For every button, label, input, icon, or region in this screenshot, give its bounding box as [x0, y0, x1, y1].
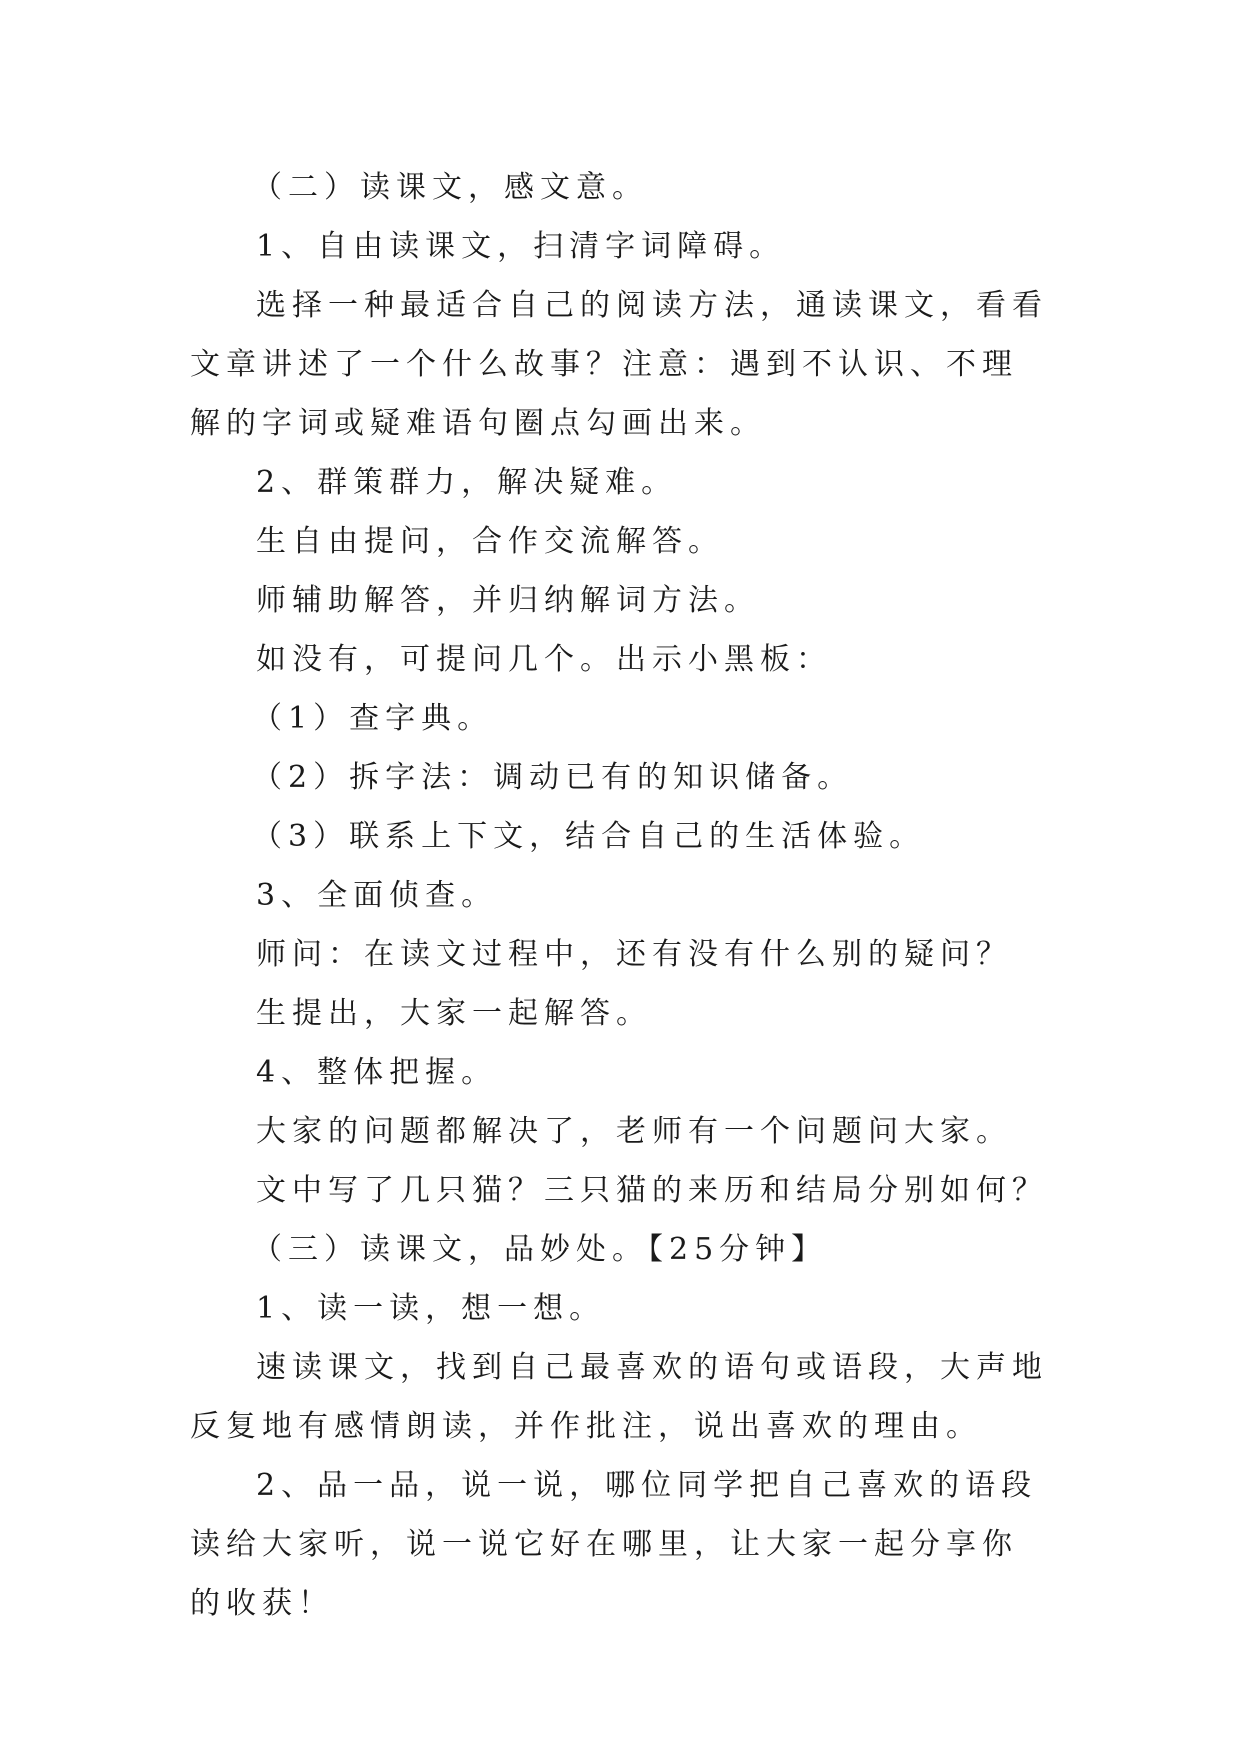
list-item: （2）拆字法：调动已有的知识储备。 — [252, 760, 854, 795]
paragraph: 4、整体把握。 — [256, 1055, 498, 1090]
paragraph: 生提出，大家一起解答。 — [256, 996, 652, 1031]
paragraph: 2、群策群力，解决疑难。 — [256, 465, 678, 500]
paragraph: 文中写了几只猫？三只猫的来历和结局分别如何？ — [256, 1173, 1048, 1208]
paragraph: 2、品一品，说一说，哪位同学把自己喜欢的语段读给大家听，说一说它好在哪里，让大家一起分享你的收获！ — [190, 1468, 1038, 1621]
section-heading: （二）读课文，感文意。 — [252, 170, 648, 205]
paragraph: 大家的问题都解决了，老师有一个问题问大家。 — [256, 1114, 1012, 1149]
paragraph: 速读课文，找到自己最喜欢的语句或语段，大声地反复地有感情朗读，并作批注，说出喜欢的理由。 — [190, 1350, 1048, 1444]
paragraph: 1、读一读，想一想。 — [256, 1291, 606, 1326]
section-heading: （三）读课文，品妙处。【25分钟】 — [252, 1232, 828, 1267]
paragraph: 3、全面侦查。 — [256, 878, 498, 913]
paragraph: 师辅助解答，并归纳解词方法。 — [256, 583, 760, 618]
list-item: （3）联系上下文，结合自己的生活体验。 — [252, 819, 926, 854]
list-item: （1）查字典。 — [252, 701, 494, 736]
document-body — [190, 158, 1050, 1633]
paragraph: 选择一种最适合自己的阅读方法，通读课文，看看文章讲述了一个什么故事？注意：遇到不认识、不理解的字词或疑难语句圈点勾画出来。 — [190, 288, 1048, 441]
paragraph: 1、自由读课文，扫清字词障碍。 — [256, 229, 786, 264]
paragraph: 生自由提问，合作交流解答。 — [256, 524, 724, 559]
paragraph: 如没有，可提问几个。出示小黑板： — [256, 642, 832, 677]
paragraph: 师问：在读文过程中，还有没有什么别的疑问？ — [256, 937, 1012, 972]
